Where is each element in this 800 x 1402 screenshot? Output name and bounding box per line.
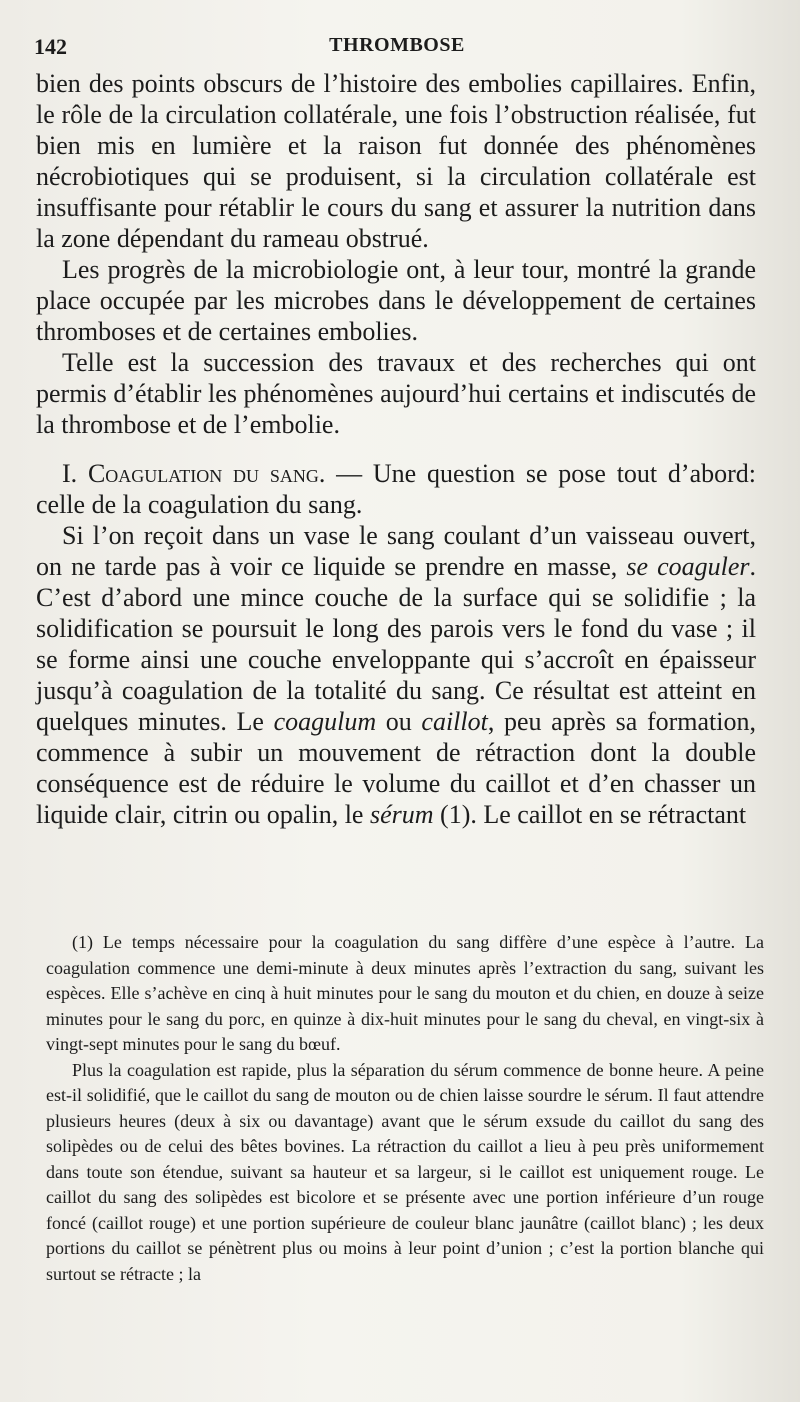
- paragraph-continuation: bien des points obscurs de l’histoire des embolies capillaires. Enfin, le rôle de la circulation collatérale, une fois l’obstruction réalisée, fut bien mis en lumière et la raison fut donnée des phénomènes nécrobiotiques qui se produisent, si la circulation collatérale est insuffisante pour rétablir le cours du sang et assurer la nutrition dans la zone dépendant du rameau obstrué.: [36, 69, 756, 253]
- footnotes: [46, 930, 764, 1287]
- text-run: , peu après sa formation, commence à subir un mouvement de rétraction dont la double conséquence est de réduire le volume du caillot et d’en chasser un liquide clair, citrin ou opalin, le: [36, 707, 756, 829]
- text-run: Si l’on reçoit dans un vase le sang coulant d’un vaisseau ouvert, on ne tarde pas à voir ce liquide se prendre en masse,: [36, 521, 756, 581]
- italic-term: coagulum: [273, 707, 377, 736]
- italic-term: se coaguler: [626, 552, 750, 581]
- paragraph-succession: Telle est la succession des travaux et des recherches qui ont permis d’établir les phénomènes aujourd’hui certains et indiscutés de la thrombose et de l’embolie.: [36, 348, 756, 439]
- text-run: ou: [376, 707, 422, 736]
- running-title: THROMBOSE: [329, 34, 465, 56]
- text-run: (1). Le caillot en se rétractant: [433, 800, 747, 829]
- paragraph-coagulation: [36, 520, 756, 830]
- section-paragraph: [36, 458, 756, 520]
- section-heading: Coagulation du sang.: [87, 459, 326, 488]
- footnote-1: (1) Le temps nécessaire pour la coagulation du sang diffère d’une espèce à l’autre. La coagulation commence une demi-minute à deux minutes après l’extraction du sang, suivant les espèces. Elle s’achève en cinq à huit minutes pour le sang du mouton et du chien, en douze à seize minutes pour le sang du porc, en quinze à dix-huit minutes pour le sang du cheval, en vingt-six à vingt-sept minutes pour le sang du bœuf.: [46, 932, 764, 1054]
- footnote-1-continuation: Plus la coagulation est rapide, plus la séparation du sérum commence de bonne heure. A peine est-il solidifié, que le caillot du sang de mouton ou de chien laisse sourdre le sérum. Il faut attendre plusieurs heures (deux à six ou davantage) avant que le sérum exsude du caillot du sang des solipèdes ou de celui des bêtes bovines. La rétraction du caillot a lieu à peu près uniformement dans toute son étendue, suivant sa hauteur et sa largeur, si le caillot est uniquement rouge. Le caillot du sang des solipèdes est bicolore et se présente avec une portion inférieure d’un rouge foncé (caillot rouge) et une portion supérieure de couleur blanc jaunâtre (caillot blanc) ; les deux portions du caillot se pénètrent plus ou moins à leur point d’union ; c’est la portion blanche qui surtout se rétracte ; la: [46, 1059, 764, 1284]
- page-header: [34, 34, 760, 64]
- page-number: 142: [34, 34, 67, 59]
- main-text: [36, 68, 756, 830]
- italic-term: caillot: [421, 707, 488, 736]
- section-spacer: [36, 440, 756, 458]
- italic-term: sérum: [369, 800, 434, 829]
- paragraph-microbiology: Les progrès de la microbiologie ont, à leur tour, montré la grande place occupée par les microbes dans le développement de certaines thromboses et de certaines embolies.: [36, 255, 756, 346]
- section-intro-text: Une question se pose tout d’abord: celle de la coagulation du sang.: [36, 459, 757, 519]
- section-dash: —: [325, 459, 373, 488]
- section-number: I.: [62, 459, 78, 488]
- text-run: . C’est d’abord une mince couche de la surface qui se solidifie ; la solidification se poursuit le long des parois vers le fond du vase ; il se forme ainsi une couche enveloppante qui s’accroît en épaisseur jusqu’à coagulation de la totalité du sang. Ce résultat est atteint en quelques minutes. Le: [36, 552, 756, 736]
